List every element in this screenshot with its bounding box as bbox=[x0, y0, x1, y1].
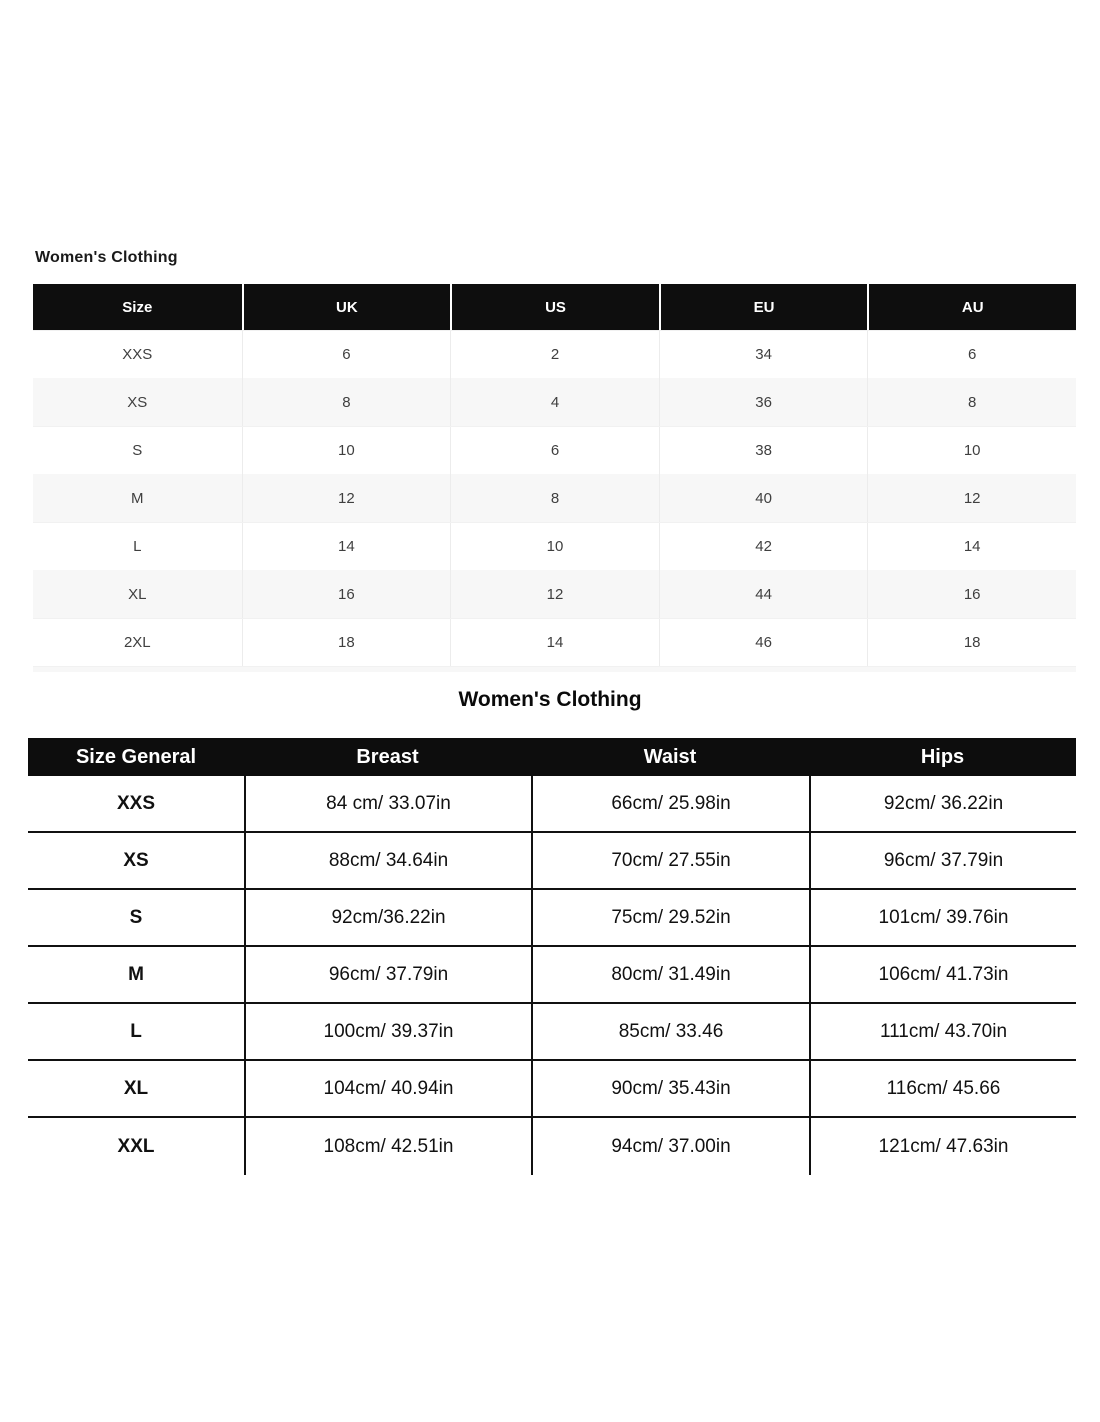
table-cell: 10 bbox=[450, 523, 659, 570]
table-cell: 108cm/ 42.51in bbox=[244, 1118, 531, 1175]
table-cell: 10 bbox=[867, 427, 1076, 474]
table-cell: 6 bbox=[242, 331, 451, 378]
table-cell: 104cm/ 40.94in bbox=[244, 1061, 531, 1116]
table-cell: 12 bbox=[242, 474, 451, 522]
table1-header-eu: EU bbox=[659, 284, 868, 330]
table-cell: XXS bbox=[122, 346, 153, 363]
table-cell: 70cm/ 27.55in bbox=[531, 833, 809, 888]
table-cell: 85cm/ 33.46 bbox=[531, 1004, 809, 1059]
table1-title: Women's Clothing bbox=[35, 249, 178, 266]
table1-header-au: AU bbox=[867, 284, 1076, 330]
table-cell: XL bbox=[123, 1077, 149, 1099]
table-row bbox=[28, 890, 1076, 947]
table-cell: 121cm/ 47.63in bbox=[809, 1118, 1076, 1175]
table-cell: 40 bbox=[659, 474, 868, 522]
table-cell: 96cm/ 37.79in bbox=[244, 947, 531, 1002]
table-cell: 18 bbox=[867, 619, 1076, 666]
table-cell: 10 bbox=[242, 427, 451, 474]
table-cell: 16 bbox=[242, 570, 451, 618]
table-cell: S bbox=[129, 906, 143, 928]
table-row bbox=[33, 618, 1076, 666]
table-row bbox=[33, 570, 1076, 618]
table-cell: L bbox=[130, 1020, 142, 1042]
table1-header-row bbox=[33, 284, 1076, 330]
table-cell: S bbox=[132, 442, 143, 459]
table2-title: Women's Clothing bbox=[458, 688, 642, 711]
table-cell: 8 bbox=[450, 474, 659, 522]
table-cell: XS bbox=[127, 393, 148, 411]
table-cell: XXL bbox=[117, 1135, 155, 1157]
table-row bbox=[33, 378, 1076, 426]
table-cell: L bbox=[133, 538, 142, 555]
table1-header-us: US bbox=[450, 284, 659, 330]
table-cell: 100cm/ 39.37in bbox=[244, 1004, 531, 1059]
table-cell: 2 bbox=[450, 331, 659, 378]
table-cell: 101cm/ 39.76in bbox=[809, 890, 1076, 945]
table2-header-breast: Breast bbox=[356, 745, 419, 768]
table-cell: 2XL bbox=[123, 634, 151, 651]
table-cell: XXS bbox=[116, 792, 156, 814]
table-cell: 75cm/ 29.52in bbox=[531, 890, 809, 945]
table1-header-uk: UK bbox=[242, 284, 451, 330]
table1-cutoff-row bbox=[33, 666, 1076, 672]
table-cell: 84 cm/ 33.07in bbox=[244, 776, 531, 831]
table-row bbox=[28, 776, 1076, 833]
table2-header-size-general: Size General bbox=[75, 745, 197, 768]
table-cell: 92cm/36.22in bbox=[244, 890, 531, 945]
table-cell: 14 bbox=[242, 523, 451, 570]
table-cell: 14 bbox=[450, 619, 659, 666]
table2-header-waist: Waist bbox=[643, 745, 697, 768]
table-cell: XL bbox=[128, 585, 147, 603]
table-cell: 94cm/ 37.00in bbox=[531, 1118, 809, 1175]
table-row bbox=[28, 1004, 1076, 1061]
table-row bbox=[28, 1061, 1076, 1118]
table-row bbox=[33, 474, 1076, 522]
table-cell: 6 bbox=[867, 331, 1076, 378]
table-cell: 90cm/ 35.43in bbox=[531, 1061, 809, 1116]
table-cell: 8 bbox=[867, 378, 1076, 426]
table-cell: 16 bbox=[867, 570, 1076, 618]
table-row bbox=[28, 947, 1076, 1004]
table-cell: 92cm/ 36.22in bbox=[809, 776, 1076, 831]
measurement-size-table bbox=[28, 738, 1076, 1175]
table-cell: 106cm/ 41.73in bbox=[809, 947, 1076, 1002]
table-cell: 6 bbox=[450, 427, 659, 474]
table-row bbox=[28, 833, 1076, 890]
table-cell: 116cm/ 45.66 bbox=[809, 1061, 1076, 1116]
table1-header-size: Size bbox=[122, 298, 153, 316]
table-cell: 36 bbox=[659, 378, 868, 426]
table-cell: 14 bbox=[867, 523, 1076, 570]
table-cell: 12 bbox=[867, 474, 1076, 522]
table-cell: 12 bbox=[450, 570, 659, 618]
table-cell: 46 bbox=[659, 619, 868, 666]
table-cell: 38 bbox=[659, 427, 868, 474]
table-row bbox=[33, 522, 1076, 570]
table-row bbox=[33, 330, 1076, 378]
table2-header-hips: Hips bbox=[920, 745, 965, 768]
table-cell: 8 bbox=[242, 378, 451, 426]
table-row bbox=[28, 1118, 1076, 1175]
table-cell: M bbox=[128, 963, 144, 985]
table2-header-row bbox=[28, 738, 1076, 776]
table-cell: M bbox=[131, 489, 144, 507]
table-cell: 88cm/ 34.64in bbox=[244, 833, 531, 888]
table-cell: 111cm/ 43.70in bbox=[809, 1004, 1076, 1059]
table-cell: 18 bbox=[242, 619, 451, 666]
table-row bbox=[33, 426, 1076, 474]
table-cell: 42 bbox=[659, 523, 868, 570]
table-cell: XS bbox=[123, 849, 149, 871]
table-cell: 44 bbox=[659, 570, 868, 618]
table-cell: 34 bbox=[659, 331, 868, 378]
table-cell: 96cm/ 37.79in bbox=[809, 833, 1076, 888]
international-size-table bbox=[33, 284, 1076, 672]
table-cell: 66cm/ 25.98in bbox=[531, 776, 809, 831]
table-cell: 80cm/ 31.49in bbox=[531, 947, 809, 1002]
table-cell: 4 bbox=[450, 378, 659, 426]
